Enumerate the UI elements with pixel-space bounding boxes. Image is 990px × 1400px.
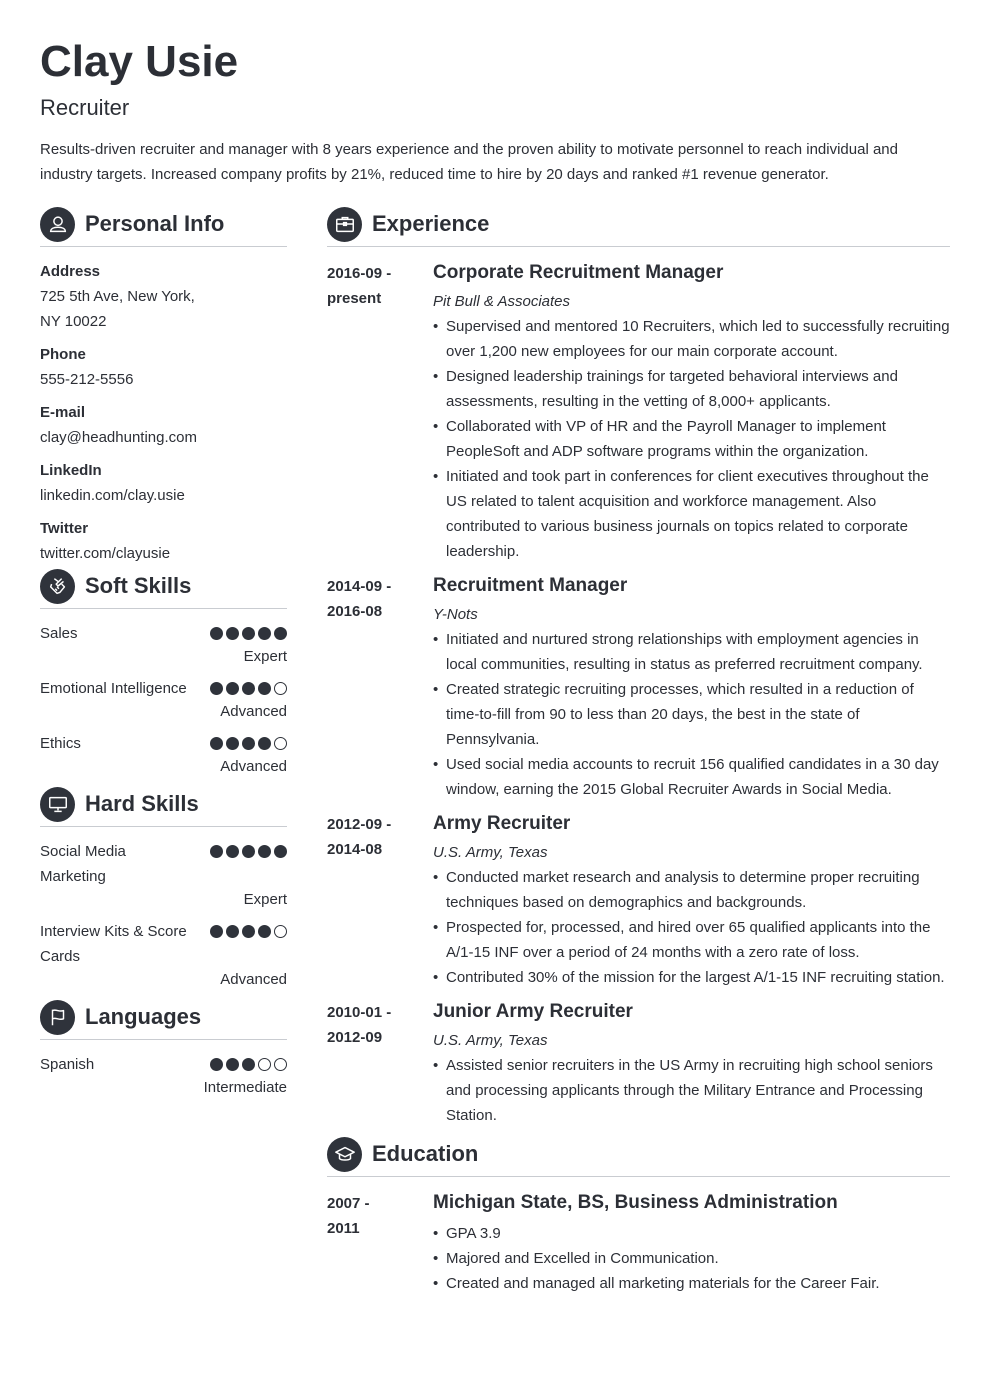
- job-company: Pit Bull & Associates: [433, 293, 570, 310]
- info-label: LinkedIn: [40, 462, 102, 479]
- job-date-end: 2014-08: [327, 841, 383, 858]
- rating-dot-filled: [226, 682, 239, 695]
- rating-dot-filled: [210, 1058, 223, 1071]
- left-column: [40, 206, 287, 1107]
- job-entry: [327, 572, 950, 802]
- job-date-start: 2010-01 -: [327, 1004, 392, 1021]
- rating-dot-filled: [226, 925, 239, 938]
- job-bullets: [433, 314, 950, 564]
- hard-skills-section: [40, 786, 287, 991]
- education-date-start: 2007 -: [327, 1195, 370, 1212]
- job-entry: [327, 998, 950, 1128]
- rating-dot-filled: [258, 682, 271, 695]
- job-title: Army Recruiter: [433, 813, 571, 834]
- bullet-item: • Assisted senior recruiters in the US Army in recruiting high school seniors and processing applicants through the Military Entrance and Processing Station.: [433, 1053, 950, 1128]
- skill-item: [40, 676, 287, 723]
- job-bullets: [433, 865, 950, 990]
- rating-dot-filled: [274, 845, 287, 858]
- briefcase-icon: [327, 207, 362, 242]
- rating-dots: [210, 919, 287, 938]
- bullet-item: • Initiated and nurtured strong relationships with employment agencies in local communities, resulting in status as preferred recruitment company.: [433, 627, 950, 677]
- education-date-end: 2011: [327, 1220, 360, 1237]
- job-company: U.S. Army, Texas: [433, 844, 548, 861]
- personal-info-section: [40, 206, 287, 566]
- skill-level: Expert: [243, 891, 287, 908]
- right-column: [327, 206, 950, 1304]
- education-entry: [327, 1189, 950, 1296]
- skill-row: [40, 1052, 287, 1077]
- bullet-item: • Created and managed all marketing materials for the Career Fair.: [433, 1271, 950, 1296]
- rating-dot-filled: [226, 845, 239, 858]
- rating-dot-filled: [210, 737, 223, 750]
- job-title: Junior Army Recruiter: [433, 1001, 633, 1022]
- rating-dots: [210, 676, 287, 695]
- skill-name: Emotional Intelligence: [40, 680, 187, 697]
- bullet-item: • Conducted market research and analysis to determine proper recruiting techniques based on demographics and backgrounds.: [433, 865, 950, 915]
- rating-dot-filled: [226, 1058, 239, 1071]
- summary: Results-driven recruiter and manager with 8 years experience and the proven ability to motivate personnel to reach individual and industry targets. Increased company profits by 21%, reduced time to hire by 20 days and ranked #1 revenue generator.: [40, 141, 898, 183]
- rating-dot-filled: [242, 845, 255, 858]
- bullet-item: • GPA 3.9: [433, 1221, 950, 1246]
- bullet-item: • Supervised and mentored 10 Recruiters, which led to successfully recruiting over 1,200 new employees for our main corporate account.: [433, 314, 950, 364]
- bullet-item: • Used social media accounts to recruit 156 qualified candidates in a 30 day window, earning the 2015 Global Recruiter Awards in Social Media.: [433, 752, 950, 802]
- skill-row: [40, 621, 287, 646]
- bullet-item: • Collaborated with VP of HR and the Payroll Manager to implement PeopleSoft and ADP software programs within the organization.: [433, 414, 950, 464]
- rating-dot-filled: [242, 682, 255, 695]
- job-date-end: present: [327, 290, 382, 307]
- job-date-start: 2016-09 -: [327, 265, 392, 282]
- education-body: [433, 1189, 950, 1296]
- rating-dot-filled: [226, 627, 239, 640]
- rating-dot-filled: [210, 845, 223, 858]
- rating-dots: [210, 621, 287, 640]
- job-company: Y-Nots: [433, 606, 478, 623]
- bullet-item: • Prospected for, processed, and hired over 65 qualified applicants into the A/1-15 INF over a period of 24 months with a zero rate of loss.: [433, 915, 950, 965]
- info-value: twitter.com/clayusie: [40, 545, 171, 562]
- rating-dot-filled: [210, 627, 223, 640]
- rating-dots: [210, 1052, 287, 1071]
- skill-row: [40, 839, 287, 889]
- job-date-start: 2012-09 -: [327, 816, 392, 833]
- job-company: U.S. Army, Texas: [433, 1032, 548, 1049]
- rating-dot-filled: [242, 627, 255, 640]
- rating-dot-filled: [242, 1058, 255, 1071]
- rating-dot-filled: [242, 925, 255, 938]
- monitor-icon: [40, 787, 75, 822]
- rating-dots: [210, 731, 287, 750]
- job-date: [327, 259, 433, 564]
- info-label: E-mail: [40, 404, 86, 421]
- languages-heading: Languages: [85, 1004, 202, 1029]
- languages-section: [40, 999, 287, 1099]
- job-date-start: 2014-09 -: [327, 578, 392, 595]
- experience-section: [327, 206, 950, 1128]
- job-body: [433, 810, 950, 990]
- bullet-item: • Initiated and took part in conferences for client executives throughout the US related to talent acquisition and workforce management. Also contributed to various business journals on topics related to corporate leadership.: [433, 464, 950, 564]
- skill-row: [40, 731, 287, 756]
- user-icon: [40, 207, 75, 242]
- skill-row: [40, 919, 287, 969]
- rating-dot-empty: [274, 925, 287, 938]
- job-entry: [327, 259, 950, 564]
- hard-skills-heading: Hard Skills: [85, 791, 199, 816]
- job-date-end: 2012-09: [327, 1029, 383, 1046]
- education-section: [327, 1136, 950, 1296]
- rating-dot-empty: [274, 737, 287, 750]
- rating-dot-empty: [258, 1058, 271, 1071]
- rating-dot-filled: [274, 627, 287, 640]
- bullet-item: • Created strategic recruiting processes, which resulted in a reduction of time-to-fill from 90 to less than 20 days, the best in the state of Pennsylvania.: [433, 677, 950, 752]
- personal-info-heading: Personal Info: [85, 211, 225, 236]
- skill-item: [40, 1052, 287, 1099]
- skill-name: Sales: [40, 625, 78, 642]
- job-title: Recruitment Manager: [433, 575, 628, 596]
- info-label: Twitter: [40, 520, 89, 537]
- skill-item: [40, 621, 287, 668]
- bullet-item: • Contributed 30% of the mission for the largest A/1-15 INF recruiting station.: [433, 965, 950, 990]
- skill-name: Spanish: [40, 1056, 95, 1073]
- info-label: Phone: [40, 346, 86, 363]
- rating-dots: [210, 839, 287, 858]
- job-title: Corporate Recruitment Manager: [433, 262, 724, 283]
- rating-dot-filled: [226, 737, 239, 750]
- resume-page: [40, 36, 950, 1292]
- job-date: [327, 572, 433, 802]
- skill-level: Intermediate: [203, 1079, 287, 1096]
- bullet-item: • Majored and Excelled in Communication.: [433, 1246, 950, 1271]
- skill-level: Advanced: [220, 758, 287, 775]
- job-bullets: [433, 627, 950, 802]
- rating-dot-filled: [210, 925, 223, 938]
- rating-dot-empty: [274, 682, 287, 695]
- job-entry: [327, 810, 950, 990]
- job-body: [433, 259, 950, 564]
- rating-dot-filled: [258, 925, 271, 938]
- skill-level: Advanced: [220, 971, 287, 988]
- education-date: [327, 1189, 433, 1296]
- flag-icon: [40, 1000, 75, 1035]
- candidate-title: Recruiter: [40, 95, 130, 120]
- rating-dot-filled: [210, 682, 223, 695]
- candidate-name: Clay Usie: [40, 37, 239, 86]
- job-date: [327, 810, 433, 990]
- skill-level: Expert: [243, 648, 287, 665]
- rating-dot-filled: [242, 737, 255, 750]
- bullet-item: • Designed leadership trainings for targeted behavioral interviews and assessments, resulting in the vetting of 8,000+ applicants.: [433, 364, 950, 414]
- info-value: 555-212-5556: [40, 371, 134, 388]
- rating-dot-filled: [258, 627, 271, 640]
- graduation-cap-icon: [327, 1137, 362, 1172]
- skill-name: Interview Kits & Score Cards: [40, 923, 187, 965]
- rating-dot-filled: [258, 845, 271, 858]
- skill-item: [40, 839, 287, 911]
- info-label: Address: [40, 263, 101, 280]
- skill-row: [40, 676, 287, 701]
- skill-name: Social Media Marketing: [40, 843, 126, 885]
- soft-skills-heading: Soft Skills: [85, 573, 192, 598]
- job-bullets: [433, 1053, 950, 1128]
- job-date: [327, 998, 433, 1128]
- education-heading: Education: [372, 1141, 479, 1166]
- info-value: 725 5th Ave, New York, NY 10022: [40, 288, 195, 330]
- rating-dot-filled: [258, 737, 271, 750]
- education-title: Michigan State, BS, Business Administration: [433, 1192, 838, 1213]
- soft-skills-section: [40, 568, 287, 778]
- job-date-end: 2016-08: [327, 603, 383, 620]
- info-value: linkedin.com/clay.usie: [40, 487, 185, 504]
- skill-level: Advanced: [220, 703, 287, 720]
- skill-item: [40, 731, 287, 778]
- rating-dot-empty: [274, 1058, 287, 1071]
- education-bullets: [433, 1221, 950, 1296]
- info-value: clay@headhunting.com: [40, 429, 197, 446]
- skill-item: [40, 919, 287, 991]
- experience-heading: Experience: [372, 211, 490, 236]
- handshake-icon: [40, 569, 75, 604]
- job-body: [433, 572, 950, 802]
- job-body: [433, 998, 950, 1128]
- skill-name: Ethics: [40, 735, 81, 752]
